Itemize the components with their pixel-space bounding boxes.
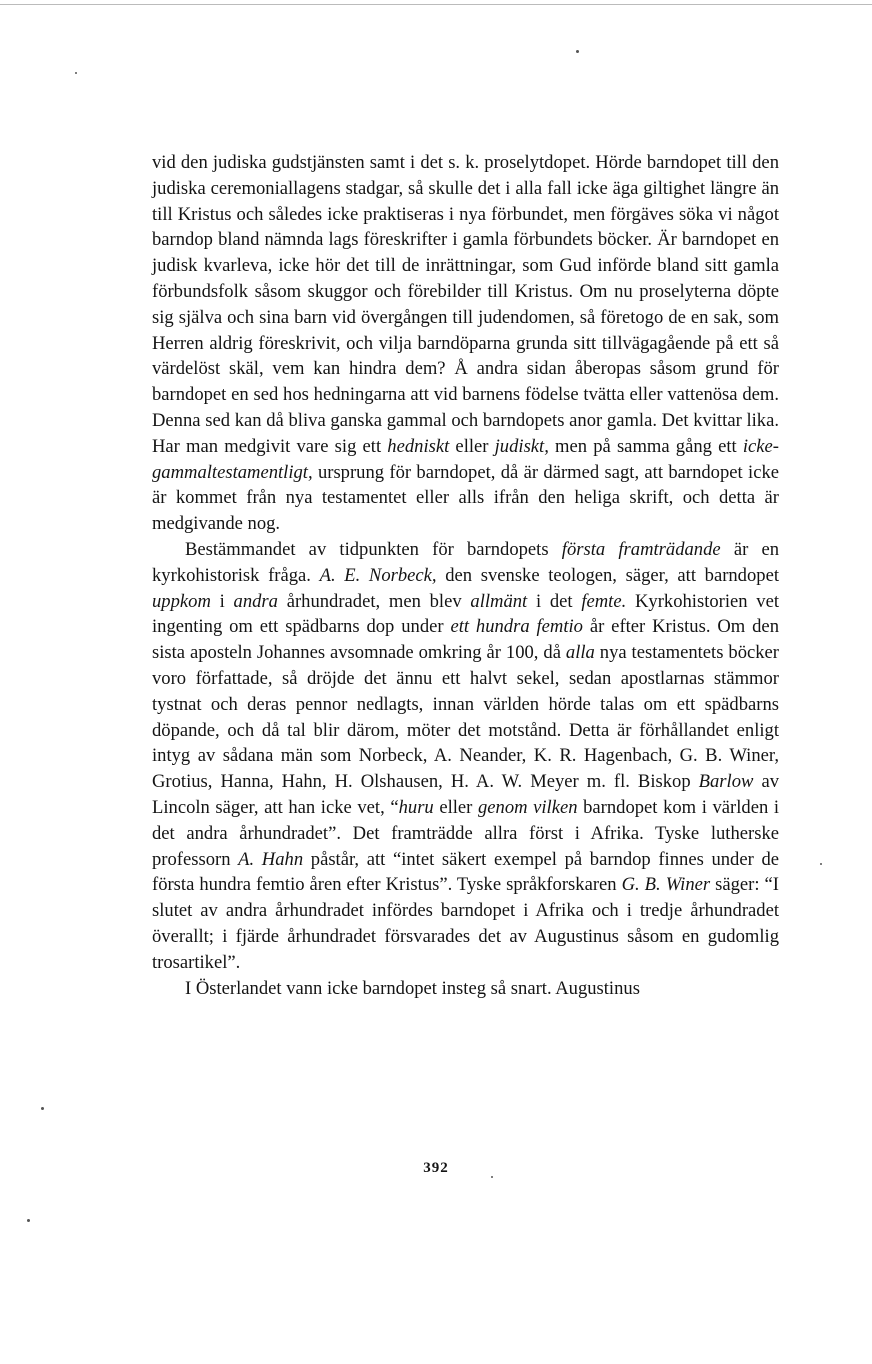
italic-run: A. Hahn bbox=[238, 848, 304, 870]
text-run: århundradet, men blev bbox=[277, 590, 471, 612]
italic-run: genom vilken bbox=[477, 796, 578, 818]
paragraph-3 bbox=[152, 976, 779, 1002]
italic-run: andra bbox=[233, 590, 278, 612]
italic-run: uppkom bbox=[152, 590, 211, 612]
text-run: ursprung för barndopet, då är därmed sagt, att barndopet icke är kommet från nya testamentet eller alls ifrån den heliga skrift, och detta är medgivande nog. bbox=[152, 461, 779, 535]
italic-run: A. E. Norbeck, bbox=[319, 564, 437, 586]
italic-run: ett hundra femtio bbox=[450, 616, 583, 638]
italic-run: första framträdande bbox=[561, 538, 721, 560]
text-run: den svenske teologen, säger, att barndopet bbox=[436, 564, 779, 586]
text-run: eller bbox=[433, 796, 478, 818]
text-run: barndopet kom i världen i det andra århundradet”. Det framträdde allra först i Afrika. Tyske lutherske professorn bbox=[152, 796, 780, 870]
italic-run: allmänt bbox=[470, 590, 528, 612]
italic-run: alla bbox=[565, 642, 595, 664]
page-number: 392 bbox=[423, 1160, 449, 1176]
scan-speck bbox=[41, 1107, 44, 1110]
text-run: Kyrkohistorien vet ingenting om ett spädbarns dop under bbox=[152, 590, 780, 638]
text-run: säger: “I slutet av andra århundradet infördes barndopet i Afrika och i tredje århundradet överallt; i fjärde århundradet försvarades det av Augustinus såsom en gudomlig trosartikel”. bbox=[152, 874, 779, 973]
text-run: vid den judiska gudstjänsten samt i det s. k. proselytdopet. Hörde barndopet till den judiska ceremoniallagens stadgar, så skulle det i alla fall icke äga giltighet längre än till Kristus och således icke praktiseras i nya förbundet, men förgäves söka vi något barndop bland nämnda lags föreskrifter i gamla förbundets böcker. Är barndopet en judisk kvarleva, icke hör det till de inrättningar, som Gud införde bland sitt gamla förbundsfolk såsom skuggor och förebilder till Kristus. Om nu proselyterna döpte sig själva och sina barn vid övergången till judendomen, så företogo de en sak, som Herren aldrig föreskrivit, och vilja barndöparna grunda sitt tillvägagående på ett så värdelöst skäl, vem kan hindra dem? Å andra sidan åberopas såsom grund för barndopet en sed hos hedningarna att vid barnens födelse tvätta eller vattenösa dem. Denna sed kan då bliva ganska gammal och barndopets anor gamla. Det kvittar lika. Har man medgivit vare sig ett bbox=[152, 152, 779, 457]
text-run: nya testamentets böcker voro författade, så dröjde det ännu ett halvt sekel, sedan apostlarnas stämmor tystnat och deras pennor nedlagts, innan världen hörde talas om ett spädbarns döpande, och då tal blir därom, möter det motstånd. Detta är förhållandet enligt intyg av sådana män som Norbeck, A. Neander, K. R. Hagenbach, G. B. Winer, Grotius, Hanna, Hahn, H. Olshausen, H. A. W. Meyer m. fl. Biskop bbox=[152, 642, 779, 793]
text-run: är en kyrkohistorisk fråga. bbox=[152, 538, 780, 586]
paragraph-1 bbox=[152, 150, 779, 537]
italic-run: hedniskt bbox=[387, 435, 450, 457]
scan-speck bbox=[491, 1176, 493, 1178]
text-run: Bestämmandet av tidpunkten för barndopets bbox=[185, 538, 562, 560]
scan-edge-line bbox=[0, 4, 872, 5]
text-run: påstår, att “intet säkert exempel på barndop finnes under de första hundra femtio åren efter Kristus”. Tyske språkforskaren bbox=[152, 848, 779, 896]
text-run: i det bbox=[527, 590, 582, 612]
text-run: av Lincoln säger, att han icke vet, “ bbox=[152, 771, 779, 818]
text-run: men på samma gång ett bbox=[548, 435, 743, 457]
text-run: eller bbox=[449, 435, 495, 457]
italic-run: icke-gammaltestamentligt, bbox=[152, 435, 779, 483]
italic-run: judiskt, bbox=[494, 435, 549, 457]
body-text bbox=[152, 150, 779, 1001]
text-run: år efter Kristus. Om den sista aposteln Johannes avsomnade omkring år 100, då bbox=[152, 616, 779, 664]
scan-speck bbox=[27, 1219, 30, 1222]
italic-run: Barlow bbox=[698, 771, 754, 793]
text-run: i bbox=[210, 590, 234, 612]
scan-speck bbox=[576, 50, 579, 53]
italic-run: femte. bbox=[581, 590, 627, 612]
text-run: I Österlandet vann icke barndopet insteg så snart. Augustinus bbox=[185, 977, 640, 999]
italic-run: huru bbox=[398, 796, 434, 818]
italic-run: G. B. Winer bbox=[621, 874, 711, 896]
paragraph-2 bbox=[152, 537, 779, 976]
scan-speck bbox=[820, 863, 822, 865]
scan-speck bbox=[75, 72, 77, 74]
